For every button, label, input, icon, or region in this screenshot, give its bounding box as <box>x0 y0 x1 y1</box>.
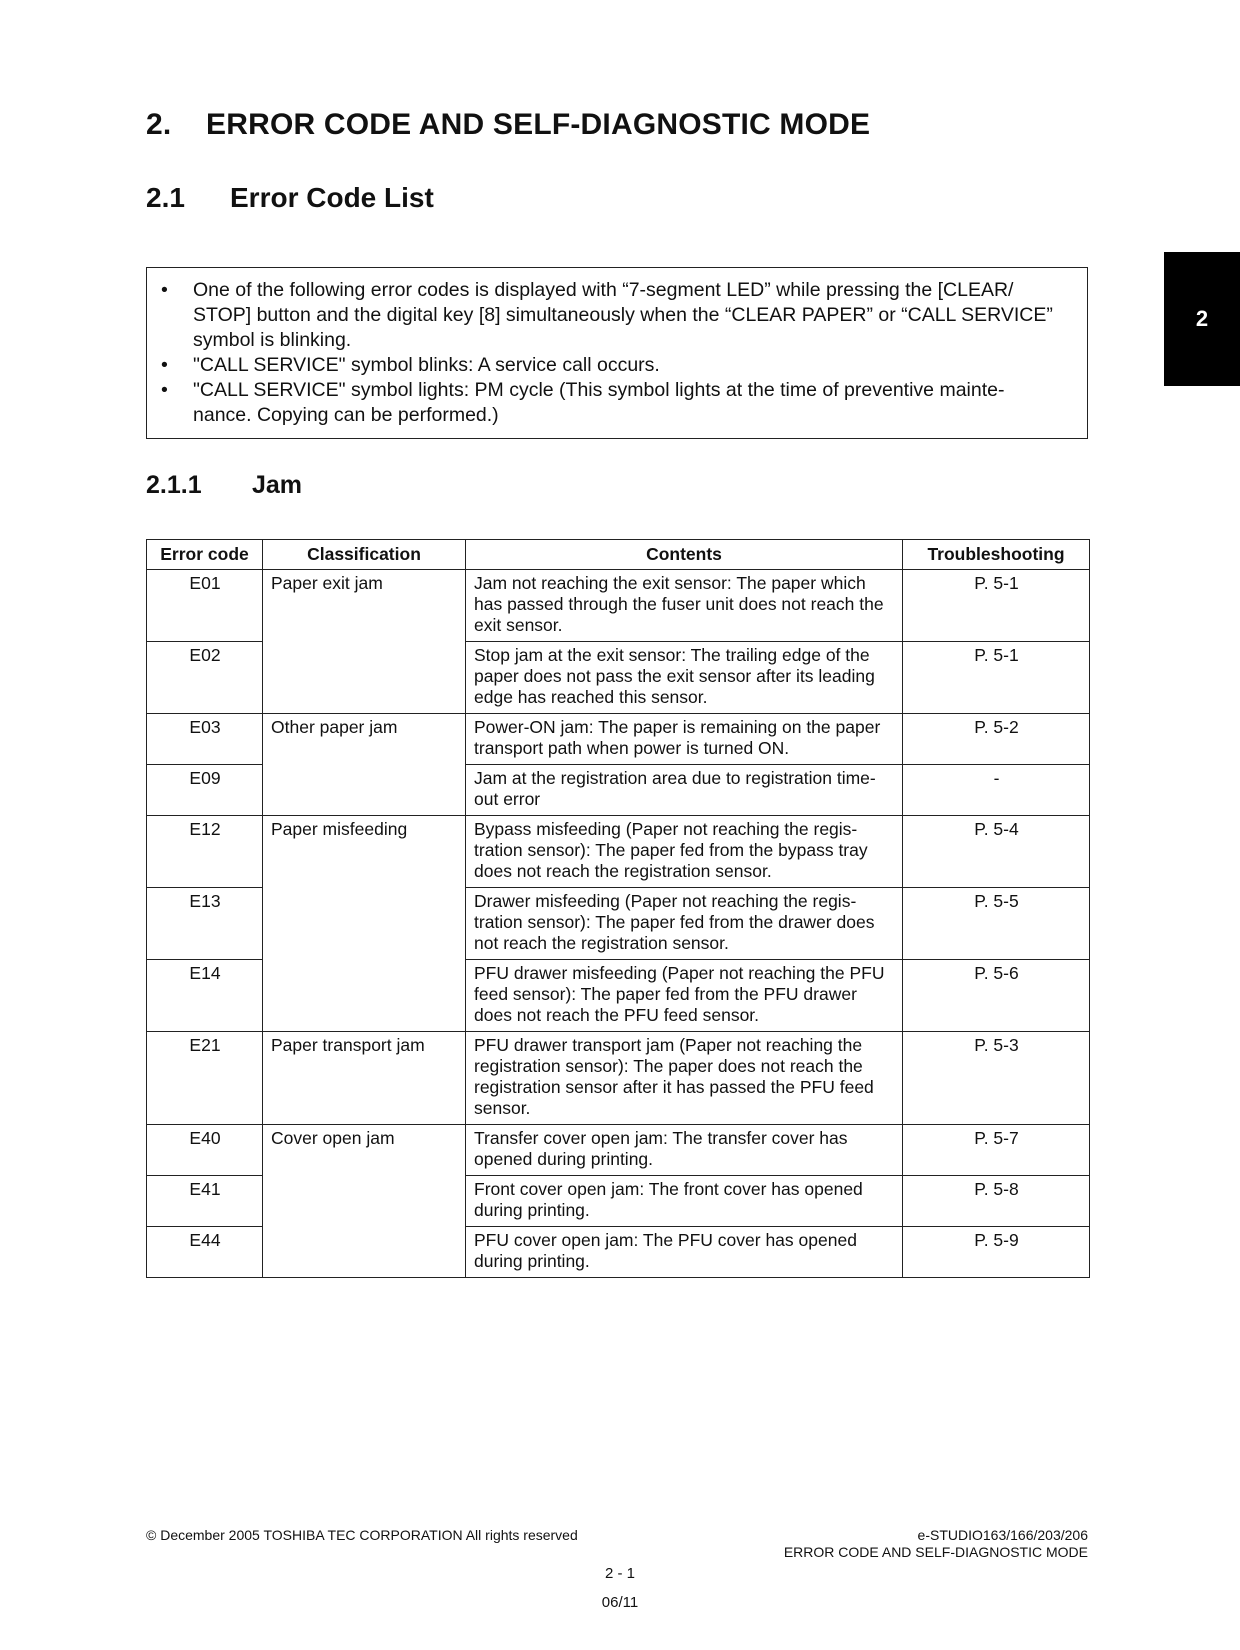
troubleshooting-cell: P. 5-6 <box>903 960 1090 1032</box>
footer-model: e-STUDIO163/166/203/206 <box>917 1527 1088 1543</box>
table-row <box>147 570 1090 642</box>
section-title: Error Code List <box>230 182 434 213</box>
troubleshooting-cell: P. 5-9 <box>903 1227 1090 1278</box>
table-row <box>147 714 1090 765</box>
notes-box <box>146 267 1088 439</box>
note-item <box>161 353 1067 378</box>
troubleshooting-cell: P. 5-1 <box>903 570 1090 642</box>
troubleshooting-cell: P. 5-3 <box>903 1032 1090 1125</box>
header-error-code: Error code <box>147 540 263 570</box>
error-code-cell: E13 <box>147 888 263 960</box>
chapter-heading <box>146 108 870 142</box>
troubleshooting-cell: - <box>903 765 1090 816</box>
jam-error-table <box>146 539 1090 1278</box>
table-row <box>147 1032 1090 1125</box>
bullet-icon: • <box>161 354 168 376</box>
troubleshooting-cell: P. 5-5 <box>903 888 1090 960</box>
header-troubleshooting: Troubleshooting <box>903 540 1090 570</box>
chapter-title: ERROR CODE AND SELF-DIAGNOSTIC MODE <box>206 108 871 141</box>
table-row <box>147 1125 1090 1176</box>
note-text: "CALL SERVICE" symbol blinks: A service call occurs. <box>193 354 660 376</box>
error-code-cell: E44 <box>147 1227 263 1278</box>
contents-cell: Jam not reaching the exit sensor: The paper which has passed through the fuser unit does not reach the exit sensor. <box>466 570 903 642</box>
contents-cell: Jam at the registration area due to registration time-out error <box>466 765 903 816</box>
table-header-row <box>147 540 1090 570</box>
contents-cell: PFU cover open jam: The PFU cover has opened during printing. <box>466 1227 903 1278</box>
revision-date: 06/11 <box>601 1594 639 1611</box>
error-code-cell: E09 <box>147 765 263 816</box>
header-contents: Contents <box>466 540 903 570</box>
error-code-cell: E41 <box>147 1176 263 1227</box>
troubleshooting-cell: P. 5-4 <box>903 816 1090 888</box>
note-text: One of the following error codes is displayed with “7-segment LED” while pressing the [CLEAR/ STOP] button and the digital key [8] simultaneously when the “CLEAR PAPER” or “CALL SERVICE” symbol is blinking. <box>193 279 1053 351</box>
troubleshooting-cell: P. 5-7 <box>903 1125 1090 1176</box>
table-row <box>147 816 1090 888</box>
chapter-tab-label: 2 <box>1195 306 1209 331</box>
contents-cell: Stop jam at the exit sensor: The trailing edge of the paper does not pass the exit sensor after its leading edge has reached this sensor. <box>466 642 903 714</box>
footer-copyright: © December 2005 TOSHIBA TEC CORPORATION All rights reserved <box>146 1527 578 1543</box>
section-number: 2.1 <box>146 182 185 213</box>
error-code-cell: E03 <box>147 714 263 765</box>
bullet-icon: • <box>161 279 168 301</box>
error-code-cell: E40 <box>147 1125 263 1176</box>
classification-cell: Paper misfeeding <box>263 816 466 1032</box>
header-classification: Classification <box>263 540 466 570</box>
troubleshooting-cell: P. 5-1 <box>903 642 1090 714</box>
subsection-number: 2.1.1 <box>146 471 202 499</box>
page-number: 2 - 1 <box>604 1565 635 1582</box>
subsection-heading <box>146 471 302 500</box>
contents-cell: PFU drawer misfeeding (Paper not reaching the PFU feed sensor): The paper fed from the PFU drawer does not reach the PFU feed sensor. <box>466 960 903 1032</box>
contents-cell: Power-ON jam: The paper is remaining on the paper transport path when power is turned ON. <box>466 714 903 765</box>
contents-cell: PFU drawer transport jam (Paper not reaching the registration sensor): The paper does not reach the registration sensor after it has passed the PFU feed sensor. <box>466 1032 903 1125</box>
contents-cell: Bypass misfeeding (Paper not reaching the regis-tration sensor): The paper fed from the bypass tray does not reach the registration sensor. <box>466 816 903 888</box>
troubleshooting-cell: P. 5-2 <box>903 714 1090 765</box>
classification-cell: Other paper jam <box>263 714 466 816</box>
chapter-tab <box>1164 252 1240 386</box>
error-code-cell: E12 <box>147 816 263 888</box>
notes-list <box>161 278 1067 428</box>
footer-right-block <box>784 1527 1088 1561</box>
note-item <box>161 278 1067 353</box>
contents-cell: Drawer misfeeding (Paper not reaching the regis-tration sensor): The paper fed from the drawer does not reach the registration sensor. <box>466 888 903 960</box>
note-text: "CALL SERVICE" symbol lights: PM cycle (This symbol lights at the time of preventive mainte- nance. Copying can be performed.) <box>193 379 1005 426</box>
subsection-title: Jam <box>252 471 303 499</box>
classification-cell: Paper exit jam <box>263 570 466 714</box>
troubleshooting-cell: P. 5-8 <box>903 1176 1090 1227</box>
chapter-number: 2. <box>146 108 172 141</box>
classification-cell: Paper transport jam <box>263 1032 466 1125</box>
note-item <box>161 378 1067 428</box>
error-code-cell: E14 <box>147 960 263 1032</box>
bullet-icon: • <box>161 379 168 401</box>
classification-cell: Cover open jam <box>263 1125 466 1278</box>
footer-chapter-title: ERROR CODE AND SELF-DIAGNOSTIC MODE <box>783 1544 1088 1560</box>
section-heading <box>146 182 434 214</box>
error-code-cell: E02 <box>147 642 263 714</box>
error-code-cell: E21 <box>147 1032 263 1125</box>
contents-cell: Front cover open jam: The front cover has opened during printing. <box>466 1176 903 1227</box>
error-code-cell: E01 <box>147 570 263 642</box>
contents-cell: Transfer cover open jam: The transfer cover has opened during printing. <box>466 1125 903 1176</box>
